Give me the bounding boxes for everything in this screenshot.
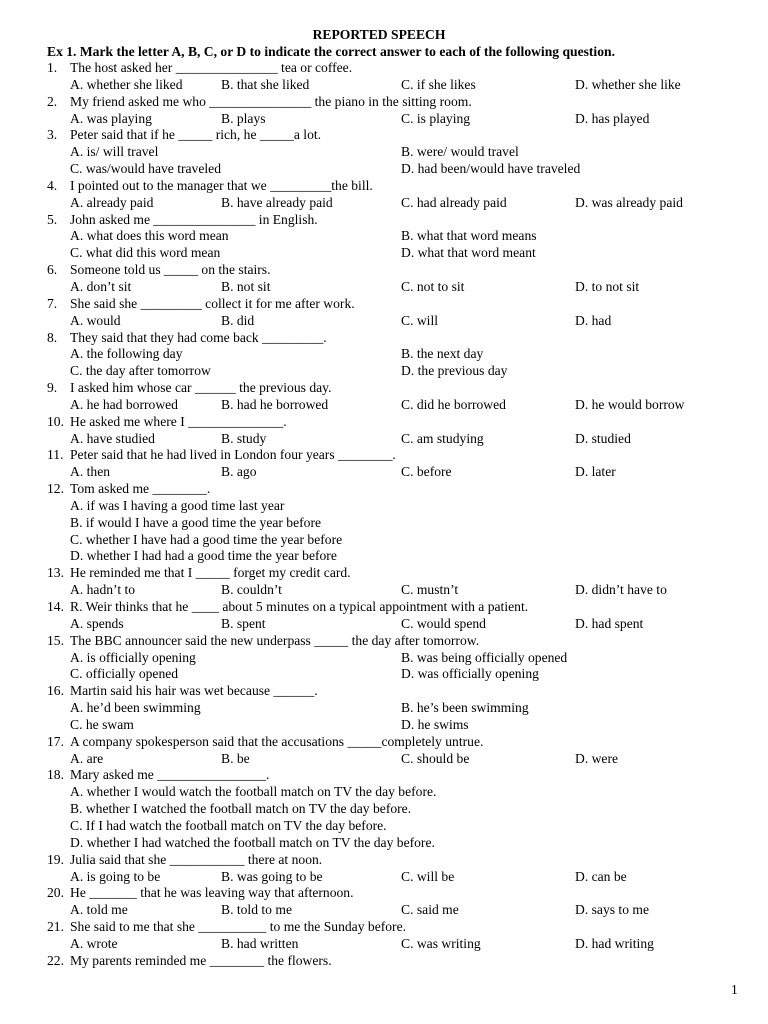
question-number: 18.	[47, 767, 64, 783]
question-number: 9.	[47, 380, 58, 396]
answer-option: A. hadn’t to	[70, 582, 136, 598]
exercise-instruction: Ex 1. Mark the letter A, B, C, or D to indicate the correct answer to each of the following question.	[47, 44, 615, 59]
question-text: A company spokesperson said that the accusations _____completely untrue.	[70, 733, 484, 749]
answer-option: B. the next day	[401, 346, 484, 362]
question-number: 19.	[47, 851, 64, 867]
question-number: 13.	[47, 565, 64, 581]
options-row	[0, 784, 768, 801]
question-text: Tom asked me ________.	[70, 481, 211, 497]
question-text: He _______ that he was leaving way that afternoon.	[70, 885, 354, 901]
question-text: My parents reminded me ________ the flowers.	[70, 952, 332, 968]
question-row	[0, 447, 768, 464]
answer-option: D. whether she like	[575, 76, 681, 92]
options-row	[0, 313, 768, 330]
options-row	[0, 346, 768, 363]
answer-option: D. studied	[575, 430, 631, 446]
answer-option: B. were/ would travel	[401, 144, 519, 160]
answer-option: C. said me	[401, 902, 459, 918]
question-row	[0, 127, 768, 144]
question-row	[0, 481, 768, 498]
question-text: She said to me that she __________ to me the Sunday before.	[70, 919, 407, 935]
answer-option: C. would spend	[401, 615, 486, 631]
answer-option: D. to not sit	[575, 278, 640, 294]
options-row	[0, 161, 768, 178]
answer-option: D. whether I had watched the football match on TV the day before.	[70, 834, 435, 850]
options-row	[0, 902, 768, 919]
answer-option: D. had been/would have traveled	[401, 161, 581, 177]
question-number: 20.	[47, 885, 64, 901]
question-number: 17.	[47, 733, 64, 749]
options-row	[0, 397, 768, 414]
answer-option: B. was being officially opened	[401, 649, 568, 665]
question-row	[0, 296, 768, 313]
question-text: John asked me _______________ in English.	[70, 211, 318, 227]
answer-option: B. had he borrowed	[221, 396, 329, 412]
options-row	[0, 936, 768, 953]
answer-option: B. have already paid	[221, 194, 333, 210]
question-text: I asked him whose car ______ the previous day.	[70, 380, 332, 396]
options-row	[0, 801, 768, 818]
answer-option: C. the day after tomorrow	[70, 363, 211, 379]
answer-option: D. was officially opening	[401, 666, 539, 682]
question-row	[0, 262, 768, 279]
question-number: 7.	[47, 295, 58, 311]
answer-option: C. did he borrowed	[401, 396, 506, 412]
options-row	[0, 717, 768, 734]
page-number: 1	[731, 982, 738, 997]
question-row	[0, 599, 768, 616]
question-number: 10.	[47, 413, 64, 429]
options-row	[0, 818, 768, 835]
answer-option: B. told to me	[221, 902, 292, 918]
options-row	[0, 245, 768, 262]
answer-option: B. ago	[221, 464, 257, 480]
answer-option: B. plays	[221, 110, 266, 126]
question-row	[0, 767, 768, 784]
answer-option: B. study	[221, 430, 267, 446]
question-row	[0, 330, 768, 347]
options-row	[0, 498, 768, 515]
answer-option: C. will be	[401, 868, 455, 884]
question-text: The host asked her _______________ tea or coffee.	[70, 60, 353, 75]
answer-option: A. the following day	[70, 346, 183, 362]
options-row	[0, 700, 768, 717]
question-number: 3.	[47, 127, 58, 143]
question-text: The BBC announcer said the new underpass _____ the day after tomorrow.	[70, 632, 480, 648]
answer-option: C. should be	[401, 750, 470, 766]
answer-option: D. has played	[575, 110, 650, 126]
answer-option: A. whether she liked	[70, 76, 183, 92]
question-number: 11.	[47, 447, 64, 463]
question-row	[0, 94, 768, 111]
answer-option: A. are	[70, 750, 104, 766]
question-row	[0, 633, 768, 650]
answer-option: B. what that word means	[401, 228, 537, 244]
question-number: 15.	[47, 632, 64, 648]
answer-option: D. didn’t have to	[575, 582, 667, 598]
answer-option: C. before	[401, 464, 452, 480]
answer-option: B. that she liked	[221, 76, 310, 92]
answer-option: C. was/would have traveled	[70, 161, 221, 177]
answer-option: B. was going to be	[221, 868, 323, 884]
question-text: Julia said that she ___________ there at noon.	[70, 851, 323, 867]
answer-option: A. whether I would watch the football match on TV the day before.	[70, 784, 437, 800]
answer-option: C. officially opened	[70, 666, 179, 682]
question-row	[0, 919, 768, 936]
question-number: 12.	[47, 481, 64, 497]
question-number: 8.	[47, 329, 58, 345]
answer-option: A. spends	[70, 615, 124, 631]
question-row	[0, 60, 768, 77]
answer-option: A. wrote	[70, 935, 118, 951]
question-text: I pointed out to the manager that we _________the bill.	[70, 177, 373, 193]
question-row	[0, 683, 768, 700]
answer-option: C. had already paid	[401, 194, 507, 210]
answer-option: A. was playing	[70, 110, 152, 126]
question-row	[0, 734, 768, 751]
answer-option: D. he would borrow	[575, 396, 685, 412]
answer-option: C. not to sit	[401, 278, 465, 294]
answer-option: A. he had borrowed	[70, 396, 178, 412]
question-text: Peter said that if he _____ rich, he _____a lot.	[70, 127, 322, 143]
answer-option: B. spent	[221, 615, 266, 631]
question-text: Peter said that he had lived in London four years ________.	[70, 447, 396, 463]
answer-option: A. already paid	[70, 194, 154, 210]
answer-option: C. will	[401, 312, 439, 328]
answer-option: C. am studying	[401, 430, 484, 446]
options-row	[0, 144, 768, 161]
question-row	[0, 178, 768, 195]
answer-option: D. had writing	[575, 935, 654, 951]
answer-option: B. whether I watched the football match on TV the day before.	[70, 801, 412, 817]
answer-option: D. what that word meant	[401, 245, 536, 261]
options-row	[0, 111, 768, 128]
options-row	[0, 77, 768, 94]
answer-option: A. he’d been swimming	[70, 700, 201, 716]
answer-option: D. had spent	[575, 615, 644, 631]
options-row	[0, 548, 768, 565]
answer-option: A. is going to be	[70, 868, 161, 884]
options-row	[0, 532, 768, 549]
options-row	[0, 515, 768, 532]
options-row	[0, 616, 768, 633]
answer-option: C. If I had watch the football match on TV the day before.	[70, 817, 387, 833]
answer-option: D. were	[575, 750, 619, 766]
answer-option: D. can be	[575, 868, 627, 884]
question-row	[0, 565, 768, 582]
question-number: 4.	[47, 177, 58, 193]
answer-option: B. not sit	[221, 278, 271, 294]
answer-option: C. he swam	[70, 716, 134, 732]
answer-option: B. did	[221, 312, 255, 328]
options-row	[0, 650, 768, 667]
options-row	[0, 582, 768, 599]
question-text: R. Weir thinks that he ____ about 5 minutes on a typical appointment with a patient.	[70, 599, 529, 614]
answer-option: D. says to me	[575, 902, 650, 918]
answer-option: B. if would I have a good time the year before	[70, 514, 322, 530]
answer-option: C. if she likes	[401, 76, 476, 92]
answer-option: D. later	[575, 464, 616, 480]
options-row	[0, 228, 768, 245]
answer-option: A. if was I having a good time last year	[70, 497, 285, 513]
document-title: REPORTED SPEECH	[312, 27, 446, 42]
options-row	[0, 666, 768, 683]
answer-option: A. told me	[70, 902, 128, 918]
question-number: 21.	[47, 919, 64, 935]
question-text: He asked me where I ______________.	[70, 413, 287, 429]
question-row	[0, 953, 768, 970]
question-text: My friend asked me who _______________ the piano in the sitting room.	[70, 93, 472, 109]
answer-option: B. had written	[221, 935, 299, 951]
options-row	[0, 279, 768, 296]
answer-option: C. was writing	[401, 935, 481, 951]
answer-option: D. had	[575, 312, 612, 328]
answer-option: A. have studied	[70, 430, 155, 446]
answer-option: B. couldn’t	[221, 582, 282, 598]
question-text: He reminded me that I _____ forget my credit card.	[70, 565, 351, 581]
answer-option: D. the previous day	[401, 363, 508, 379]
answer-option: C. what did this word mean	[70, 245, 221, 261]
options-row	[0, 431, 768, 448]
answer-option: C. mustn’t	[401, 582, 459, 598]
question-number: 2.	[47, 93, 58, 109]
answer-option: C. whether I have had a good time the year before	[70, 531, 343, 547]
answer-option: A. then	[70, 464, 111, 480]
options-row	[0, 869, 768, 886]
question-row	[0, 380, 768, 397]
question-row	[0, 212, 768, 229]
question-number: 6.	[47, 262, 58, 278]
answer-option: D. he swims	[401, 716, 469, 732]
answer-option: B. be	[221, 750, 250, 766]
question-number: 22.	[47, 952, 64, 968]
answer-option: C. is playing	[401, 110, 471, 126]
question-text: She said she _________ collect it for me after work.	[70, 295, 355, 311]
answer-option: A. is/ will travel	[70, 144, 159, 160]
question-row	[0, 885, 768, 902]
answer-option: A. is officially opening	[70, 649, 196, 665]
question-number: 14.	[47, 599, 64, 614]
answer-option: D. was already paid	[575, 194, 683, 210]
question-list	[0, 60, 768, 970]
options-row	[0, 751, 768, 768]
question-text: Mary asked me ________________.	[70, 767, 270, 783]
question-number: 5.	[47, 211, 58, 227]
options-row	[0, 464, 768, 481]
answer-option: B. he’s been swimming	[401, 700, 529, 716]
answer-option: D. whether I had had a good time the year before	[70, 548, 337, 564]
question-row	[0, 414, 768, 431]
question-row	[0, 852, 768, 869]
question-text: Martin said his hair was wet because ______.	[70, 683, 318, 699]
answer-option: A. don’t sit	[70, 278, 132, 294]
options-row	[0, 835, 768, 852]
options-row	[0, 363, 768, 380]
options-row	[0, 195, 768, 212]
question-number: 1.	[47, 60, 58, 75]
question-text: They said that they had come back _________.	[70, 329, 327, 345]
question-number: 16.	[47, 683, 64, 699]
answer-option: A. what does this word mean	[70, 228, 229, 244]
question-text: Someone told us _____ on the stairs.	[70, 262, 271, 278]
answer-option: A. would	[70, 312, 121, 328]
